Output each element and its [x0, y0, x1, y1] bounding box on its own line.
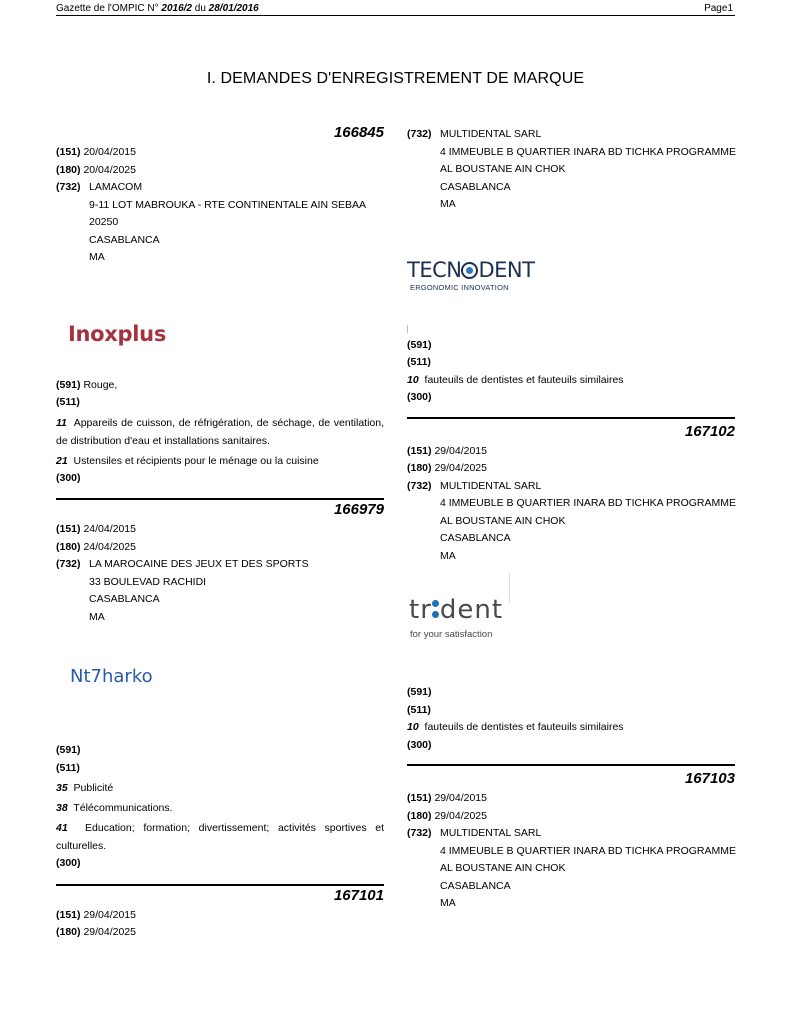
page-num: 1	[727, 3, 733, 14]
mark-number: 166979	[333, 501, 384, 518]
field-180: (180) 29/04/2025	[56, 926, 136, 938]
field-151: (151) 29/04/2015	[407, 444, 487, 457]
class-item: 38 Télécommunications.	[56, 802, 173, 814]
mark-number: 166845	[333, 124, 384, 141]
field-300: (300)	[407, 738, 432, 751]
field-732: (732) LA MAROCAINE DES JEUX ET DES SPORTS	[56, 558, 309, 570]
owner-country: MA	[89, 610, 105, 623]
field-511: (511)	[407, 703, 431, 716]
field-151: (151) 20/04/2015	[56, 146, 136, 158]
colon-dots-icon	[432, 598, 440, 620]
field-591: (591)	[56, 744, 81, 756]
class-item: 10 fauteuils de dentistes et fauteuils similaires	[407, 373, 624, 386]
owner-city: CASABLANCA	[89, 593, 160, 605]
owner-city: CASABLANCA	[89, 233, 160, 246]
owner-city: CASABLANCA	[440, 532, 511, 544]
gazette-issue: 2016/2	[161, 3, 192, 14]
gazette-header	[56, 3, 735, 16]
class-item: 11 Appareils de cuisson, de réfrigération, de séchage, de ventilation, de distribution d'eau et installations sanitaires.	[56, 416, 384, 447]
field-300: (300)	[56, 471, 81, 484]
owner-city: CASABLANCA	[440, 879, 511, 892]
tecnodent-logo: TECN DENT ERGONOMIC INNOVATION	[407, 214, 735, 337]
class-item: 10 fauteuils de dentistes et fauteuils similaires	[407, 721, 624, 733]
owner-address: 4 IMMEUBLE B QUARTIER INARA BD TICHKA PROGRAMME	[440, 844, 737, 857]
image-edge	[509, 573, 510, 603]
trident-logo: tr dent for your satisfaction	[407, 565, 735, 684]
field-591: (591) Rouge,	[56, 378, 118, 391]
mark-number: 167101	[333, 886, 384, 904]
field-300: (300)	[407, 391, 432, 403]
field-732: (732) MULTIDENTAL SARL	[407, 128, 542, 140]
field-151: (151) 24/04/2015	[56, 523, 136, 535]
field-180: (180) 29/04/2025	[407, 809, 487, 822]
gazette-prefix: Gazette de l'OMPIC N°	[56, 3, 159, 14]
mark-number: 167102	[684, 422, 735, 440]
field-511: (511)	[56, 396, 80, 408]
field-151: (151) 29/04/2015	[407, 792, 487, 804]
class-item: 35 Publicité	[56, 782, 114, 794]
field-180: (180) 24/04/2025	[56, 540, 136, 553]
owner-country: MA	[440, 549, 456, 562]
page-title: I. DEMANDES D'ENREGISTREMENT DE MARQUE	[206, 70, 585, 87]
owner-country: MA	[440, 198, 456, 210]
divider	[56, 498, 384, 500]
owner-country: MA	[440, 897, 456, 909]
inoxplus-logo: Inoxplus	[68, 321, 167, 346]
field-511: (511)	[407, 356, 431, 368]
field-180: (180) 29/04/2025	[407, 462, 487, 474]
divider	[407, 764, 735, 766]
field-511: (511)	[56, 761, 80, 774]
owner-city: CASABLANCA	[440, 180, 511, 193]
page-number	[704, 3, 733, 15]
class-item: 21 Ustensiles et récipients pour le ménage ou la cuisine	[56, 454, 319, 467]
gazette-du: du	[194, 3, 206, 14]
owner-address-2: AL BOUSTANE AIN CHOK	[440, 862, 566, 874]
tooth-icon	[461, 262, 478, 279]
owner-country: MA	[89, 251, 105, 263]
image-edge	[407, 325, 408, 333]
divider	[407, 417, 735, 419]
owner-address: 4 IMMEUBLE B QUARTIER INARA BD TICHKA PROGRAMME	[440, 497, 737, 509]
field-180: (180) 20/04/2025	[56, 163, 136, 176]
field-151: (151) 29/04/2015	[56, 908, 136, 921]
owner-address-2: AL BOUSTANE AIN CHOK	[440, 163, 566, 175]
owner-address-2: AL BOUSTANE AIN CHOK	[440, 514, 566, 527]
owner-address: 9-11 LOT MABROUKA - RTE CONTINENTALE AIN SEBAA 20250	[89, 198, 366, 228]
field-732: (732) MULTIDENTAL SARL	[407, 827, 542, 839]
gazette-date: 28/01/2016	[208, 3, 259, 14]
class-item: 41 Education; formation; divertissement; activités sportives et culturelles.	[56, 822, 384, 852]
page-label: Page	[704, 3, 728, 14]
divider	[56, 884, 384, 886]
mark-number: 167103	[684, 770, 735, 787]
owner-address: 4 IMMEUBLE B QUARTIER INARA BD TICHKA PROGRAMME	[440, 145, 737, 158]
nt7harko-logo: Nt7harko	[70, 666, 153, 687]
field-591: (591)	[407, 338, 432, 351]
field-591: (591)	[407, 686, 432, 698]
right-column	[407, 124, 735, 913]
left-column	[56, 124, 384, 942]
field-300: (300)	[56, 857, 81, 869]
field-732: (732) MULTIDENTAL SARL	[407, 479, 542, 492]
field-732: (732) LAMACOM	[56, 181, 143, 193]
owner-address: 33 BOULEVAD RACHIDI	[89, 575, 207, 588]
